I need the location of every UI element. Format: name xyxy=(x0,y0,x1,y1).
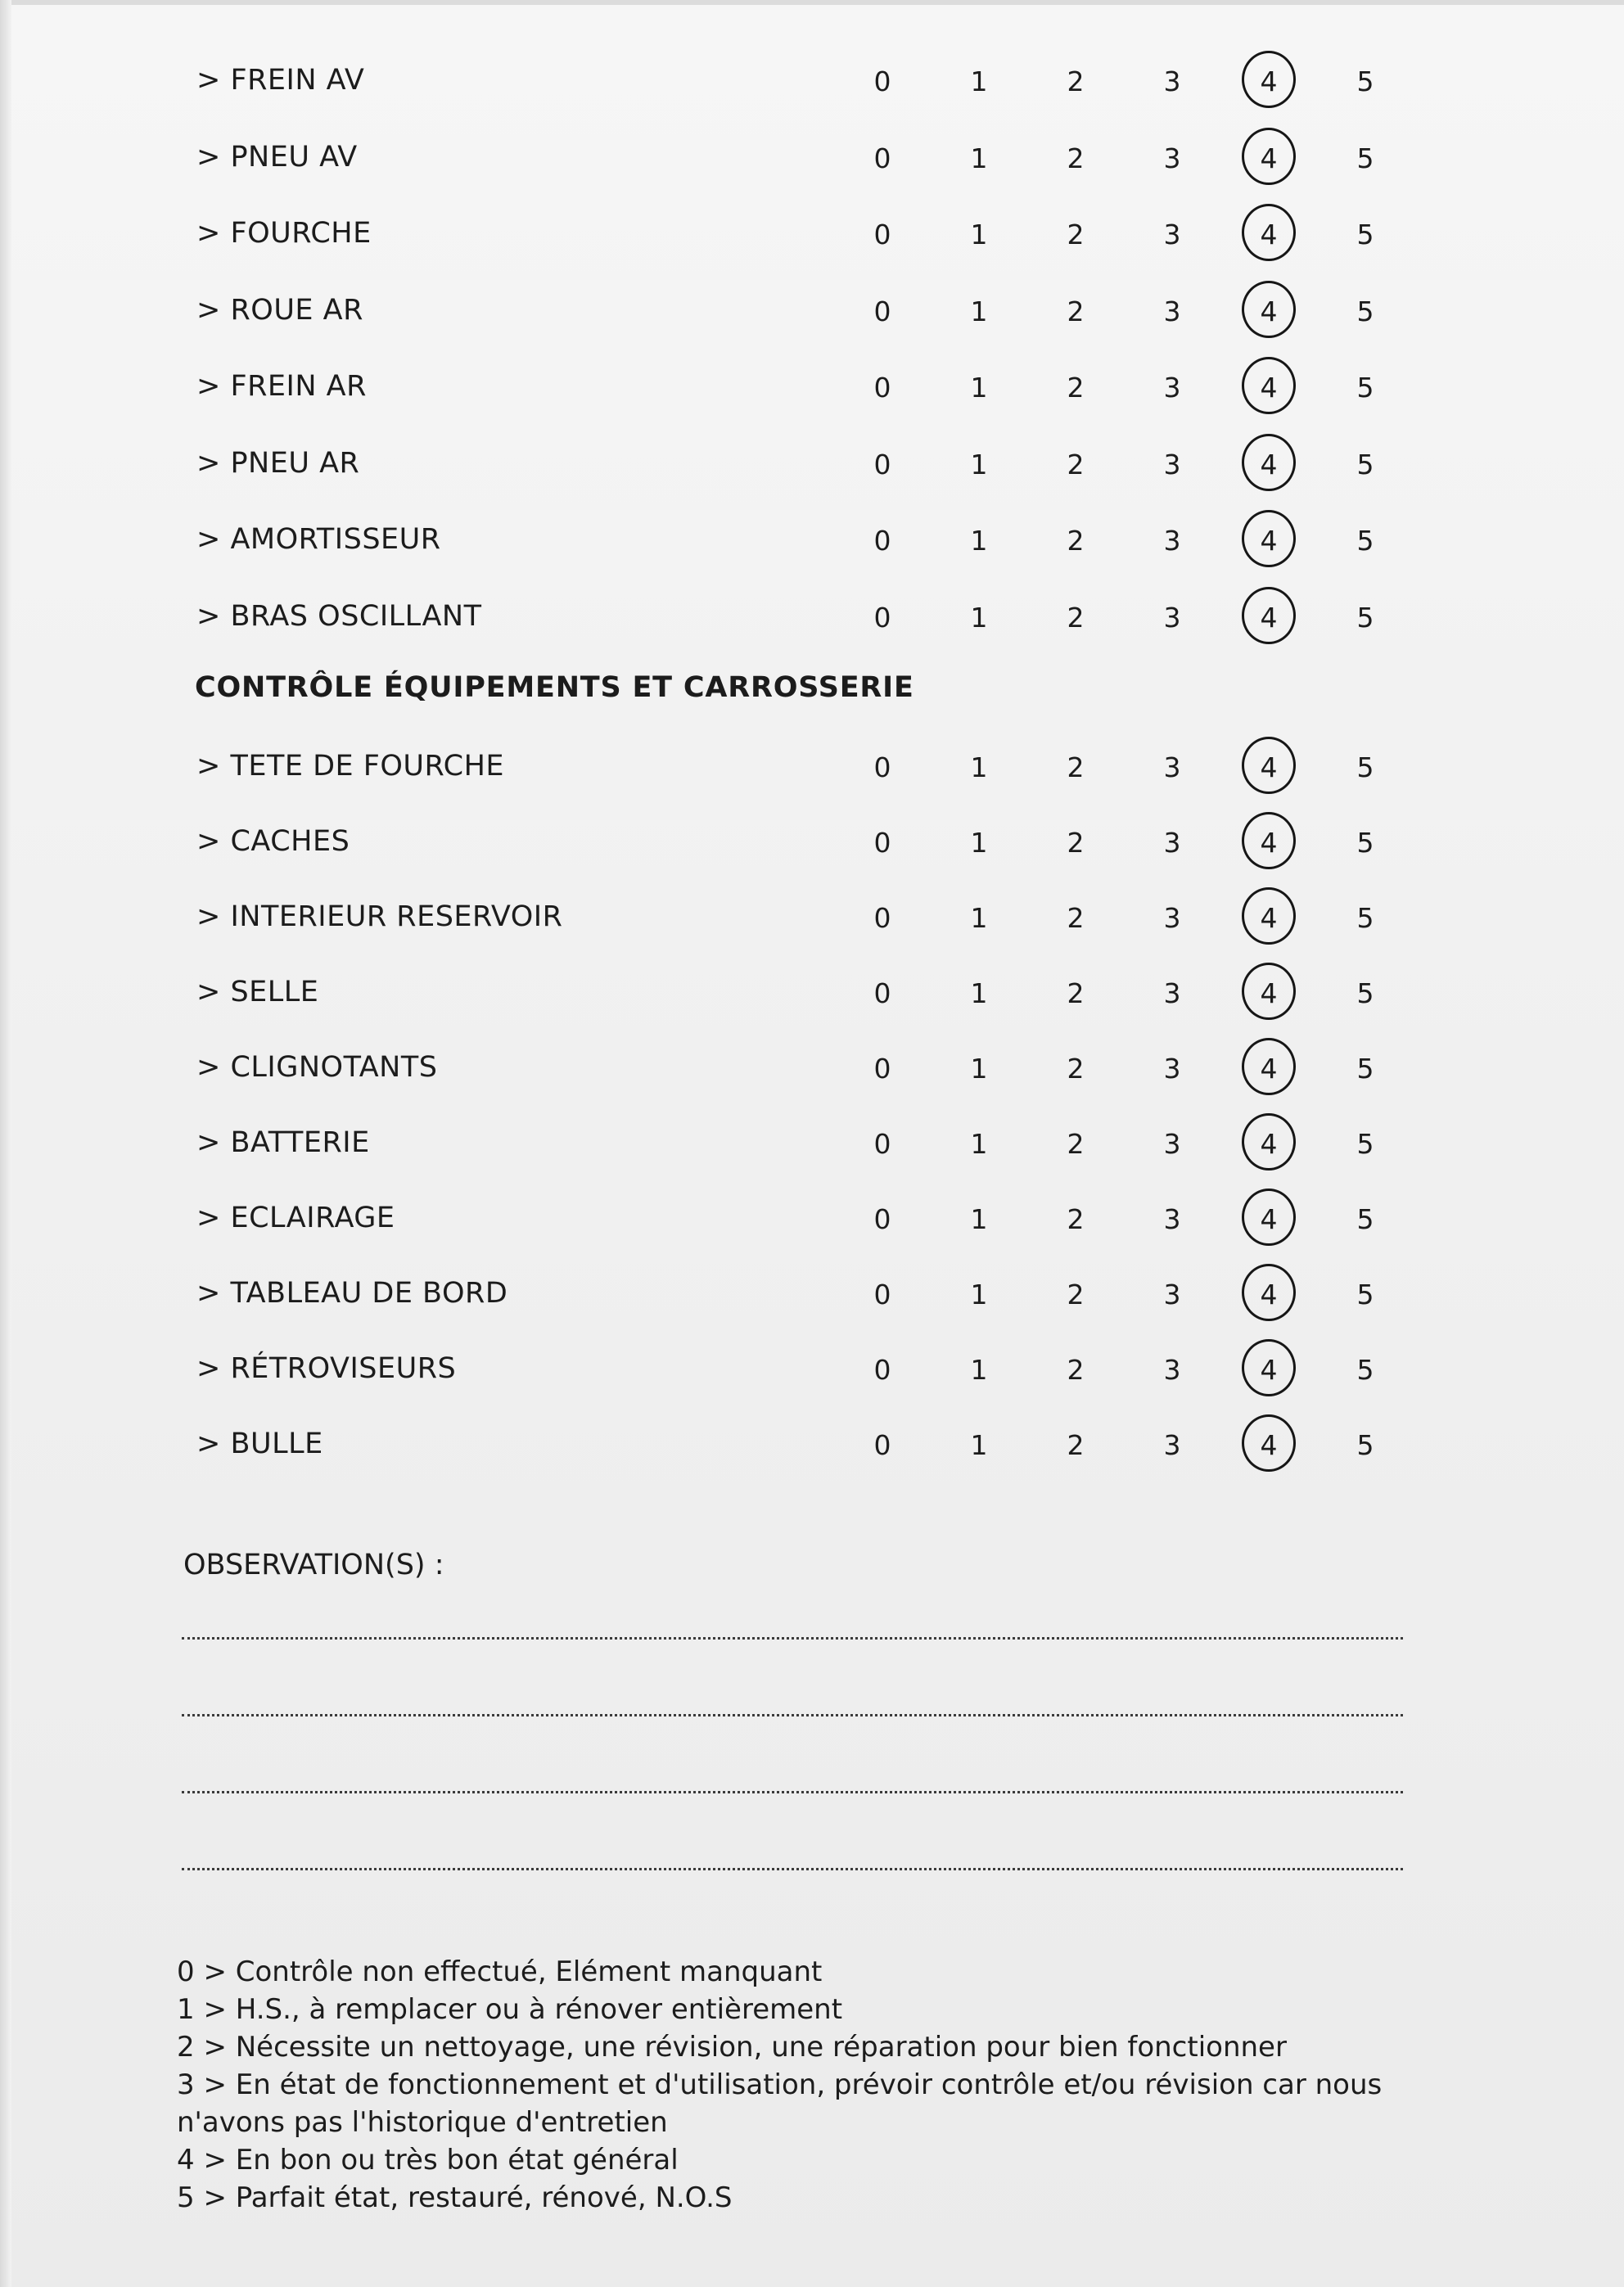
legend-line: 1 > H.S., à remplacer ou à rénover entièrement xyxy=(177,1993,843,2026)
score-option-1[interactable]: 1 xyxy=(970,142,988,174)
score-option-2[interactable]: 2 xyxy=(1067,219,1085,250)
score-option-2[interactable]: 2 xyxy=(1067,372,1085,404)
score-option-4[interactable]: 4 xyxy=(1260,525,1278,557)
score-option-5[interactable]: 5 xyxy=(1356,1203,1374,1235)
checklist-item-label: > CLIGNOTANTS xyxy=(196,1051,438,1084)
observation-line[interactable] xyxy=(182,1791,1403,1793)
score-option-5[interactable]: 5 xyxy=(1356,601,1374,634)
score-option-3[interactable]: 3 xyxy=(1163,1203,1181,1235)
checklist-row xyxy=(0,1277,1624,1326)
score-option-0[interactable]: 0 xyxy=(873,65,891,97)
score-option-5[interactable]: 5 xyxy=(1356,525,1374,557)
selection-circle xyxy=(1242,1189,1296,1246)
score-option-0[interactable]: 0 xyxy=(873,1429,891,1461)
selection-circle xyxy=(1242,812,1296,869)
legend-line: 5 > Parfait état, restauré, rénové, N.O.S xyxy=(177,2181,733,2214)
checklist-row xyxy=(0,523,1624,572)
score-option-2[interactable]: 2 xyxy=(1067,448,1085,480)
selection-circle xyxy=(1242,434,1296,491)
score-option-5[interactable]: 5 xyxy=(1356,827,1374,859)
score-option-1[interactable]: 1 xyxy=(970,601,988,634)
checklist-row xyxy=(0,1126,1624,1175)
score-option-2[interactable]: 2 xyxy=(1067,65,1085,97)
page-top-edge xyxy=(0,0,1624,5)
selection-circle xyxy=(1242,1414,1296,1472)
checklist-item-label: > FREIN AR xyxy=(196,370,367,403)
checklist-row xyxy=(0,900,1624,950)
score-option-2[interactable]: 2 xyxy=(1067,142,1085,174)
score-option-2[interactable]: 2 xyxy=(1067,751,1085,783)
checklist-item-label: > PNEU AR xyxy=(196,446,360,480)
score-option-5[interactable]: 5 xyxy=(1356,1354,1374,1386)
score-option-3[interactable]: 3 xyxy=(1163,295,1181,327)
score-option-0[interactable]: 0 xyxy=(873,827,891,859)
score-option-2[interactable]: 2 xyxy=(1067,295,1085,327)
checklist-row xyxy=(0,1428,1624,1477)
score-option-1[interactable]: 1 xyxy=(970,1053,988,1085)
score-option-2[interactable]: 2 xyxy=(1067,1203,1085,1235)
checklist-item-label: > BATTERIE xyxy=(196,1126,370,1159)
score-option-5[interactable]: 5 xyxy=(1356,1429,1374,1461)
selection-circle xyxy=(1242,737,1296,794)
score-option-4[interactable]: 4 xyxy=(1260,65,1278,97)
score-option-5[interactable]: 5 xyxy=(1356,142,1374,174)
score-option-1[interactable]: 1 xyxy=(970,751,988,783)
rating-legend xyxy=(177,1953,1454,2217)
score-option-2[interactable]: 2 xyxy=(1067,902,1085,934)
score-option-2[interactable]: 2 xyxy=(1067,1053,1085,1085)
selection-circle xyxy=(1242,1339,1296,1396)
score-option-1[interactable]: 1 xyxy=(970,372,988,404)
checklist-item-label: > SELLE xyxy=(196,976,319,1008)
score-option-2[interactable]: 2 xyxy=(1067,1429,1085,1461)
score-option-1[interactable]: 1 xyxy=(970,219,988,250)
checklist-row xyxy=(0,1352,1624,1401)
checklist-item-label: > ROUE AR xyxy=(196,293,363,327)
score-option-1[interactable]: 1 xyxy=(970,902,988,934)
selection-circle xyxy=(1242,281,1296,338)
score-option-0[interactable]: 0 xyxy=(873,1354,891,1386)
score-option-5[interactable]: 5 xyxy=(1356,1053,1374,1085)
score-option-2[interactable]: 2 xyxy=(1067,1354,1085,1386)
score-option-3[interactable]: 3 xyxy=(1163,977,1181,1009)
score-option-3[interactable]: 3 xyxy=(1163,751,1181,783)
selection-circle xyxy=(1242,963,1296,1020)
checklist-row xyxy=(0,294,1624,343)
score-option-5[interactable]: 5 xyxy=(1356,448,1374,480)
score-option-2[interactable]: 2 xyxy=(1067,977,1085,1009)
observation-line[interactable] xyxy=(182,1868,1403,1870)
score-option-3[interactable]: 3 xyxy=(1163,1128,1181,1160)
selection-circle xyxy=(1242,204,1296,261)
score-option-0[interactable]: 0 xyxy=(873,601,891,634)
checklist-item-label: > BRAS OSCILLANT xyxy=(196,599,482,633)
observation-line[interactable] xyxy=(182,1637,1403,1640)
checklist-row xyxy=(0,64,1624,113)
score-option-5[interactable]: 5 xyxy=(1356,977,1374,1009)
score-option-4[interactable]: 4 xyxy=(1260,142,1278,174)
score-option-1[interactable]: 1 xyxy=(970,525,988,557)
score-option-4[interactable]: 4 xyxy=(1260,1354,1278,1386)
score-option-2[interactable]: 2 xyxy=(1067,827,1085,859)
checklist-row xyxy=(0,217,1624,266)
checklist-item-label: > TABLEAU DE BORD xyxy=(196,1277,508,1310)
checklist-item-label: > RÉTROVISEURS xyxy=(196,1352,457,1385)
score-option-5[interactable]: 5 xyxy=(1356,372,1374,404)
score-option-3[interactable]: 3 xyxy=(1163,1429,1181,1461)
score-option-3[interactable]: 3 xyxy=(1163,219,1181,250)
checklist-item-label: > FREIN AV xyxy=(196,64,365,97)
score-option-1[interactable]: 1 xyxy=(970,1128,988,1160)
score-option-4[interactable]: 4 xyxy=(1260,219,1278,250)
score-option-4[interactable]: 4 xyxy=(1260,1279,1278,1310)
score-option-5[interactable]: 5 xyxy=(1356,902,1374,934)
selection-circle xyxy=(1242,51,1296,108)
score-option-0[interactable]: 0 xyxy=(873,1128,891,1160)
score-option-3[interactable]: 3 xyxy=(1163,448,1181,480)
score-option-4[interactable]: 4 xyxy=(1260,827,1278,859)
score-option-2[interactable]: 2 xyxy=(1067,525,1085,557)
legend-line: n'avons pas l'historique d'entretien xyxy=(177,2106,668,2139)
score-option-0[interactable]: 0 xyxy=(873,1279,891,1310)
checklist-item-label: > TETE DE FOURCHE xyxy=(196,750,504,783)
score-option-5[interactable]: 5 xyxy=(1356,219,1374,250)
score-option-3[interactable]: 3 xyxy=(1163,601,1181,634)
score-option-0[interactable]: 0 xyxy=(873,902,891,934)
observations-label: OBSERVATION(S) : xyxy=(183,1549,444,1581)
score-option-0[interactable]: 0 xyxy=(873,372,891,404)
score-option-1[interactable]: 1 xyxy=(970,1279,988,1310)
checklist-item-label: > ECLAIRAGE xyxy=(196,1202,395,1234)
checklist-item-label: > CACHES xyxy=(196,825,350,858)
score-option-4[interactable]: 4 xyxy=(1260,295,1278,327)
score-option-0[interactable]: 0 xyxy=(873,525,891,557)
score-option-3[interactable]: 3 xyxy=(1163,1279,1181,1310)
checklist-row xyxy=(0,1202,1624,1251)
checklist-row xyxy=(0,825,1624,874)
score-option-0[interactable]: 0 xyxy=(873,295,891,327)
selection-circle xyxy=(1242,887,1296,945)
score-option-4[interactable]: 4 xyxy=(1260,1203,1278,1235)
score-option-4[interactable]: 4 xyxy=(1260,1429,1278,1461)
legend-line: 3 > En état de fonctionnement et d'utilisation, prévoir contrôle et/ou révision car nous xyxy=(177,2068,1383,2101)
score-option-0[interactable]: 0 xyxy=(873,219,891,250)
score-option-5[interactable]: 5 xyxy=(1356,751,1374,783)
score-option-0[interactable]: 0 xyxy=(873,1053,891,1085)
score-option-0[interactable]: 0 xyxy=(873,751,891,783)
score-option-0[interactable]: 0 xyxy=(873,142,891,174)
score-option-1[interactable]: 1 xyxy=(970,977,988,1009)
checklist-row xyxy=(0,750,1624,799)
score-option-5[interactable]: 5 xyxy=(1356,295,1374,327)
checklist-item-label: > PNEU AV xyxy=(196,140,358,174)
section-title: CONTRÔLE ÉQUIPEMENTS ET CARROSSERIE xyxy=(195,671,914,704)
selection-circle xyxy=(1242,128,1296,185)
score-option-5[interactable]: 5 xyxy=(1356,65,1374,97)
checklist-row xyxy=(0,976,1624,1025)
score-option-5[interactable]: 5 xyxy=(1356,1279,1374,1310)
score-option-4[interactable]: 4 xyxy=(1260,372,1278,404)
selection-circle xyxy=(1242,357,1296,414)
checklist-item-label: > FOURCHE xyxy=(196,217,372,250)
score-option-1[interactable]: 1 xyxy=(970,65,988,97)
score-option-3[interactable]: 3 xyxy=(1163,65,1181,97)
score-option-5[interactable]: 5 xyxy=(1356,1128,1374,1160)
score-option-4[interactable]: 4 xyxy=(1260,902,1278,934)
checklist-row xyxy=(0,370,1624,419)
selection-circle xyxy=(1242,587,1296,644)
score-option-0[interactable]: 0 xyxy=(873,448,891,480)
score-option-4[interactable]: 4 xyxy=(1260,977,1278,1009)
score-option-2[interactable]: 2 xyxy=(1067,1128,1085,1160)
selection-circle xyxy=(1242,1038,1296,1095)
score-option-1[interactable]: 1 xyxy=(970,1203,988,1235)
score-option-3[interactable]: 3 xyxy=(1163,142,1181,174)
score-option-1[interactable]: 1 xyxy=(970,827,988,859)
checklist-row xyxy=(0,600,1624,649)
legend-line: 4 > En bon ou très bon état général xyxy=(177,2144,679,2176)
score-option-3[interactable]: 3 xyxy=(1163,372,1181,404)
score-option-0[interactable]: 0 xyxy=(873,1203,891,1235)
score-option-2[interactable]: 2 xyxy=(1067,601,1085,634)
score-option-4[interactable]: 4 xyxy=(1260,1053,1278,1085)
legend-line: 2 > Nécessite un nettoyage, une révision, une réparation pour bien fonctionner xyxy=(177,2031,1287,2064)
score-option-3[interactable]: 3 xyxy=(1163,902,1181,934)
score-option-2[interactable]: 2 xyxy=(1067,1279,1085,1310)
score-option-1[interactable]: 1 xyxy=(970,1354,988,1386)
checklist-row xyxy=(0,141,1624,190)
score-option-1[interactable]: 1 xyxy=(970,1429,988,1461)
checklist-row xyxy=(0,447,1624,496)
score-option-4[interactable]: 4 xyxy=(1260,448,1278,480)
score-option-0[interactable]: 0 xyxy=(873,977,891,1009)
score-option-4[interactable]: 4 xyxy=(1260,1128,1278,1160)
checklist-item-label: > AMORTISSEUR xyxy=(196,523,441,556)
score-option-3[interactable]: 3 xyxy=(1163,1053,1181,1085)
checklist-item-label: > INTERIEUR RESERVOIR xyxy=(196,900,563,933)
score-option-1[interactable]: 1 xyxy=(970,448,988,480)
selection-circle xyxy=(1242,1113,1296,1171)
selection-circle xyxy=(1242,1264,1296,1321)
score-option-1[interactable]: 1 xyxy=(970,295,988,327)
checklist-row xyxy=(0,1051,1624,1100)
selection-circle xyxy=(1242,510,1296,567)
score-option-4[interactable]: 4 xyxy=(1260,751,1278,783)
score-option-4[interactable]: 4 xyxy=(1260,601,1278,634)
checklist-item-label: > BULLE xyxy=(196,1428,323,1460)
observation-line[interactable] xyxy=(182,1714,1403,1716)
legend-line: 0 > Contrôle non effectué, Elément manquant xyxy=(177,1955,823,1988)
score-option-3[interactable]: 3 xyxy=(1163,525,1181,557)
score-option-3[interactable]: 3 xyxy=(1163,827,1181,859)
score-option-3[interactable]: 3 xyxy=(1163,1354,1181,1386)
